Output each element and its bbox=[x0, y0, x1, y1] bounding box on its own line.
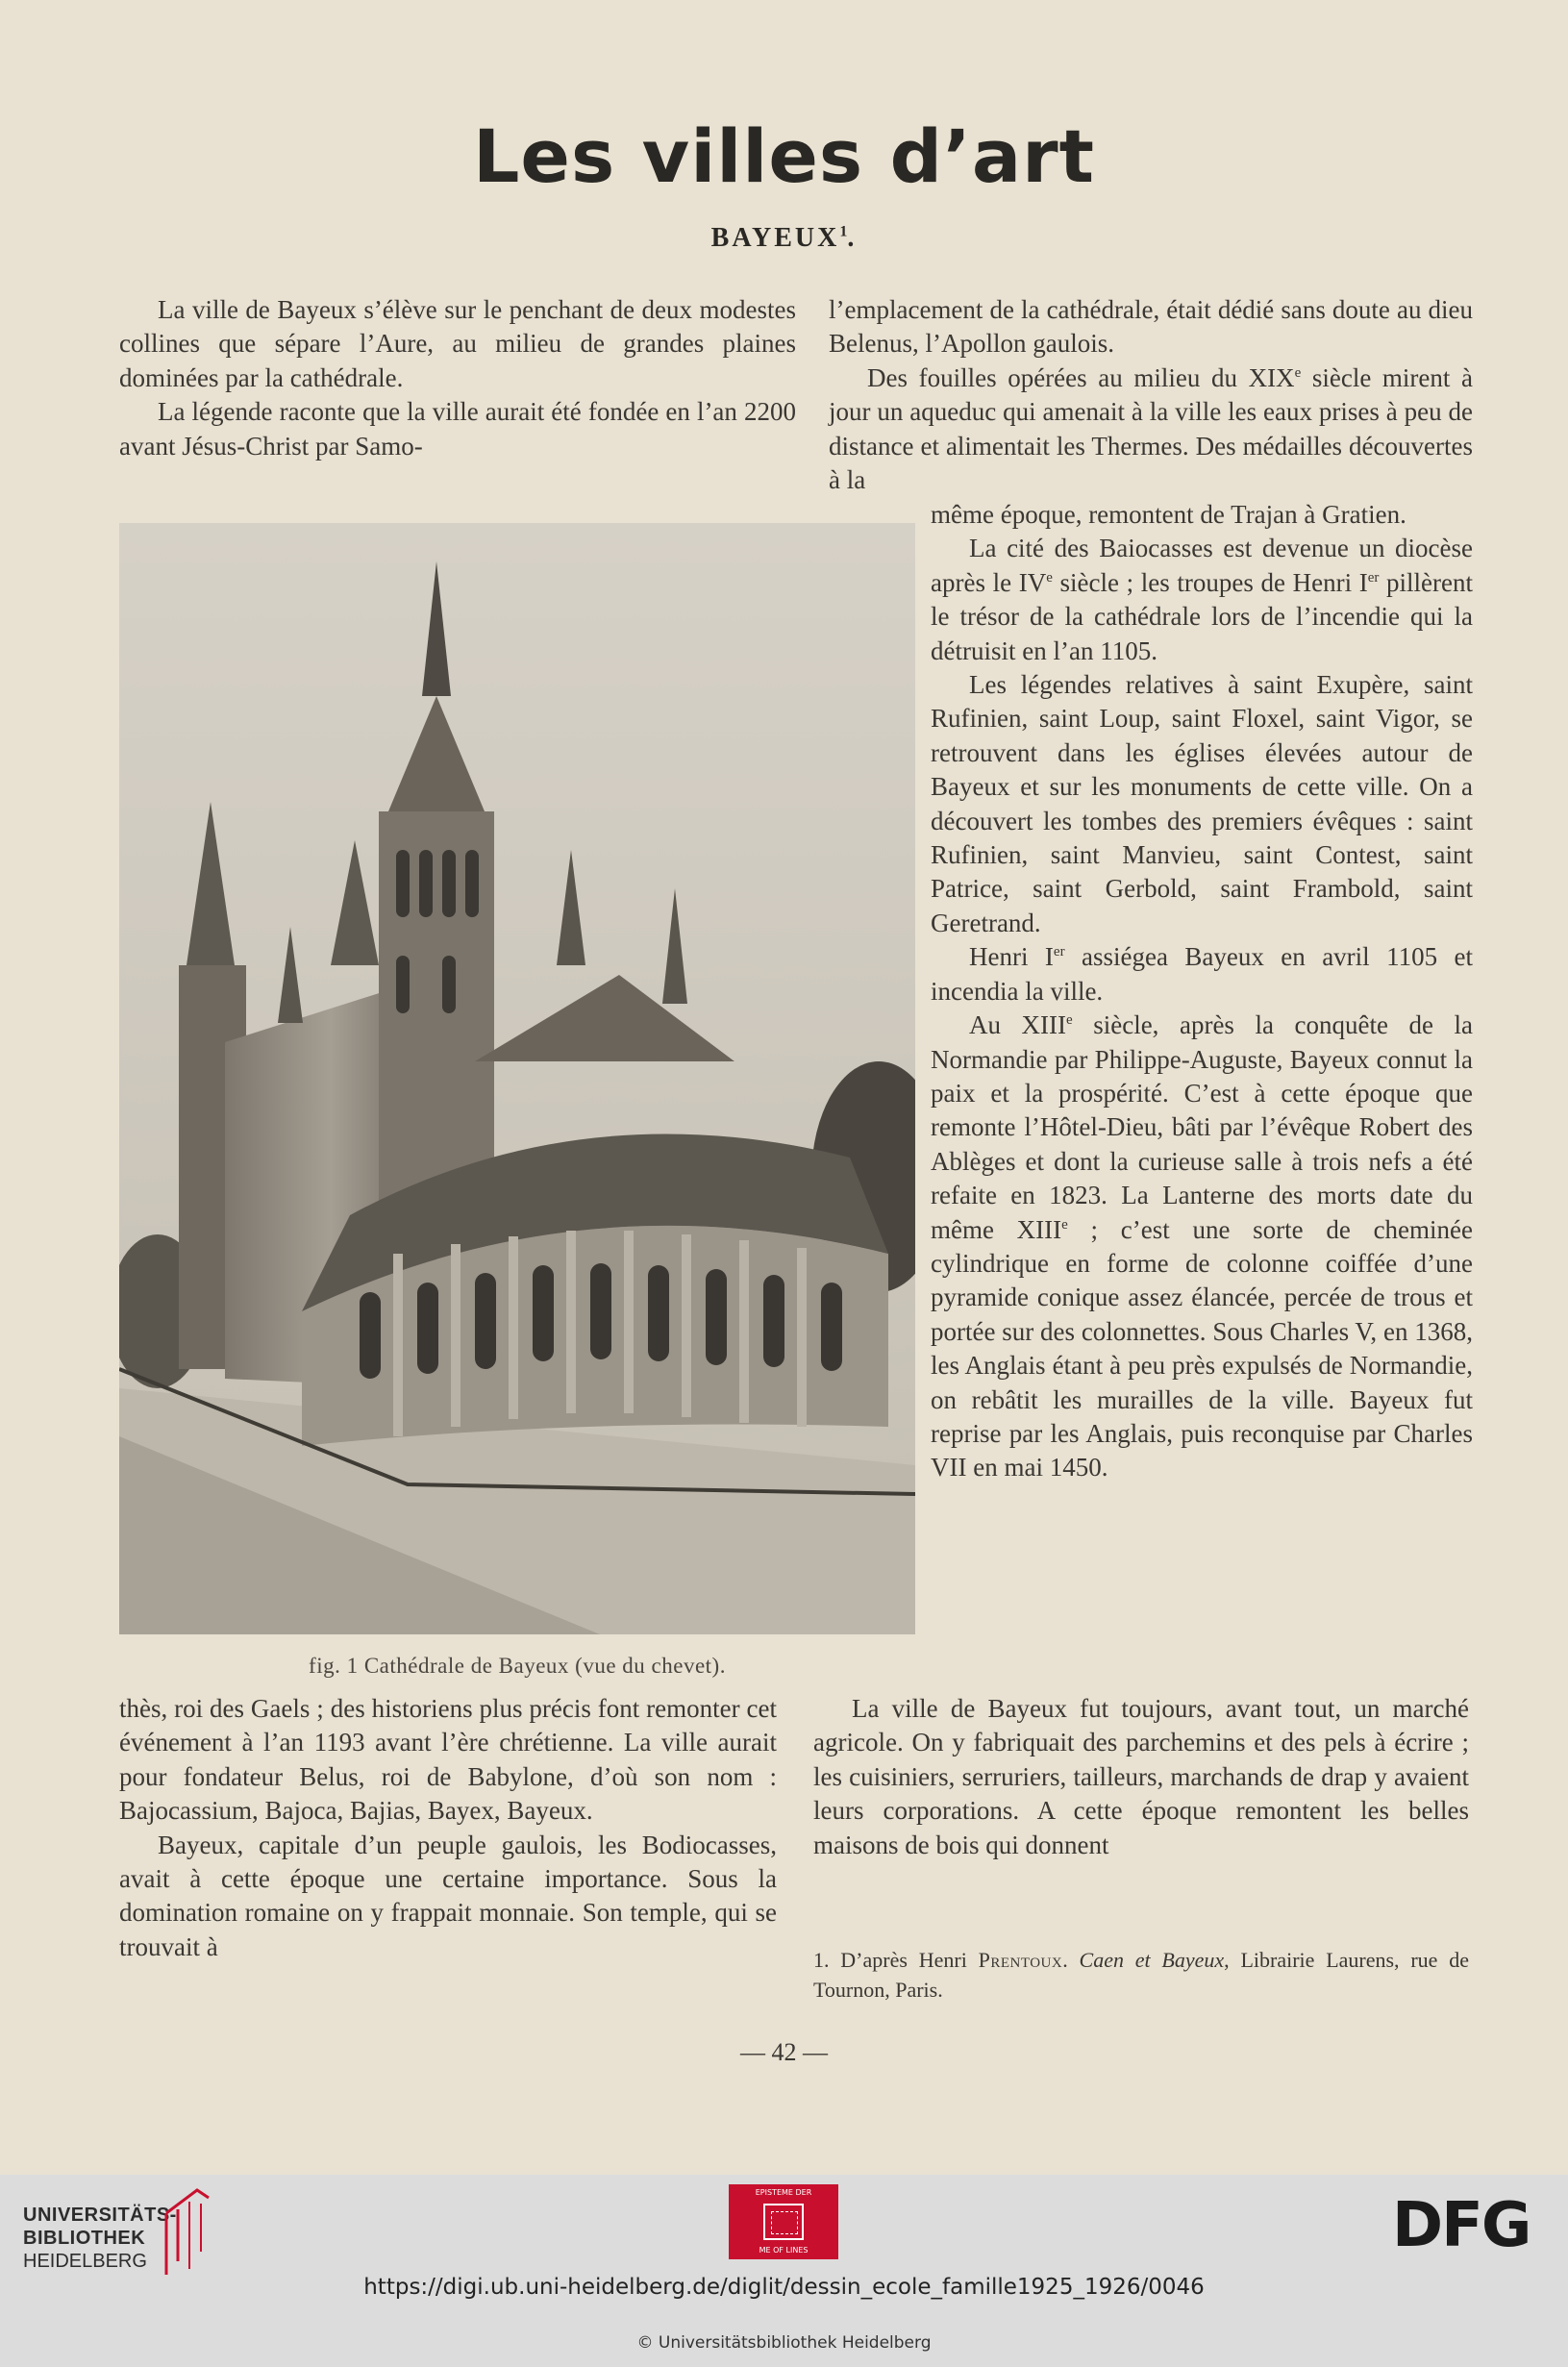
text-run: siècle mirent à jour un aqueduc qui amenait à la ville les eaux prises à peu de distance et alimentait les Thermes. Des médailles découvertes à la bbox=[829, 362, 1473, 495]
superscript: er bbox=[1053, 944, 1065, 960]
superscript: e bbox=[1294, 364, 1302, 381]
text-run: ; c’est une sorte de cheminée cylindrique en forme de colonne coiffée d’une pyramide conique assez élancée, percée de trous et portée sur des colonnettes. Sous Charles V, en 1368, les Anglais étant à peu près expulsés de Normandie, on rebâtit les murailles de la ville. Bayeux fut reprise par les Anglais, puis reconquise par Charles VII en mai 1450. bbox=[931, 1214, 1474, 1482]
right-column-narrow bbox=[931, 498, 1473, 1485]
subtitle-period: . bbox=[847, 223, 858, 253]
paragraph: La légende raconte que la ville aurait été fondée en l’an 2200 avant Jésus-Christ par Samo- bbox=[119, 397, 796, 461]
episteme-grid-icon bbox=[763, 2204, 804, 2240]
text-run: Au XIII bbox=[969, 1010, 1067, 1040]
superscript: e bbox=[1061, 1216, 1068, 1233]
right-column-top bbox=[829, 293, 1473, 497]
paragraph: Bayeux, capitale d’un peuple gaulois, les Bodiocasses, avait à cette époque une certaine importance. Sous la domination romaine on y frappait monnaie. Son temple, qui se trouvait à bbox=[119, 1830, 777, 1961]
text-run: siècle ; les troupes de Henri I bbox=[1052, 567, 1368, 597]
left-column-top bbox=[119, 293, 796, 463]
library-logo[interactable] bbox=[23, 2204, 177, 2273]
library-name-line3: HEIDELBERG bbox=[23, 2251, 147, 2272]
episteme-logo[interactable] bbox=[729, 2184, 838, 2259]
superscript: e bbox=[1066, 1012, 1073, 1029]
right-column-bottom bbox=[813, 1692, 1469, 1862]
footnote-separator: . bbox=[1062, 1948, 1080, 1972]
footnote-rest: , Librairie Laurens, rue de Tournon, Paris. bbox=[813, 1948, 1469, 2002]
footnote-author: Prentoux bbox=[978, 1948, 1063, 1972]
figure-caption: fig. 1 Cathédrale de Bayeux (vue du chevet). bbox=[309, 1654, 726, 1678]
cathedral-photo bbox=[119, 523, 915, 1634]
footnote-number: 1. D’après Henri bbox=[813, 1948, 979, 1972]
cathedral-illustration bbox=[119, 523, 915, 1634]
paragraph: La ville de Bayeux fut toujours, avant tout, un marché agricole. On y fabriquait des parchemins et des pels à écrire ; les cuisiniers, serruriers, tailleurs, marchands de drap y avaient leurs corporations. A cette époque remontent les belles maisons de bois qui donnent bbox=[813, 1694, 1469, 1859]
article-subtitle bbox=[0, 223, 1568, 254]
article-title: Les villes d’art bbox=[473, 113, 1095, 199]
permalink-url[interactable]: https://digi.ub.uni-heidelberg.de/diglit/dessin_ecole_famille1925_1926/0046 bbox=[363, 2275, 1205, 2300]
superscript: er bbox=[1367, 569, 1380, 586]
text-run: Des fouilles opérées au milieu du XIX bbox=[867, 362, 1295, 392]
dfg-logo[interactable]: DFG bbox=[1392, 2190, 1531, 2261]
paragraph: La ville de Bayeux s’élève sur le penchant de deux modestes collines que sépare l’Aure, au milieu de grandes plaines dominées par la cathédrale. bbox=[119, 295, 796, 392]
paragraph: thès, roi des Gaels ; des historiens plus précis font remonter cet événement à l’an 1193 avant l’ère chrétienne. La ville aurait pour fondateur Belus, roi de Babylone, d’où son nom : Bajocassium, Bajoca, Bajias, Bayex, Bayeux. bbox=[119, 1694, 777, 1826]
library-name-line1: UNIVERSITÄTS- bbox=[23, 2205, 177, 2226]
text-run: Henri I bbox=[969, 942, 1054, 972]
subtitle-note-ref: 1 bbox=[839, 223, 848, 240]
paragraph: Les légendes relatives à saint Exupère, saint Rufinien, saint Loup, saint Floxel, saint Vigor, se retrouvent dans les églises élevées autour de Bayeux et sur les monuments de cette ville. On a découvert les tombes des premiers évêques : saint Rufinien, saint Manvieu, saint Contest, saint Patrice, saint Gerbold, saint Frambold, saint Geretrand. bbox=[931, 670, 1473, 937]
text-run: pillèrent le trésor de la cathédrale lors de l’incendie qui la détruisit en l’an 1105. bbox=[931, 567, 1473, 665]
superscript: e bbox=[1046, 569, 1053, 586]
paragraph: l’emplacement de la cathédrale, était dédié sans doute au dieu Belenus, l’Apollon gaulois. bbox=[829, 295, 1473, 359]
footnote-work: Caen et Bayeux bbox=[1079, 1948, 1225, 1972]
paragraph bbox=[931, 532, 1473, 668]
library-mark-icon bbox=[159, 2184, 216, 2280]
subtitle-text: BAYEUX bbox=[710, 223, 840, 253]
footnote bbox=[813, 1945, 1469, 2005]
episteme-logo-bottom: ME OF LINES bbox=[759, 2246, 809, 2255]
page-number: — 42 — bbox=[740, 2038, 828, 2066]
paragraph bbox=[931, 1009, 1473, 1485]
left-column-bottom bbox=[119, 1692, 777, 1964]
text-run: assiégea Bayeux en avril 1105 et incendia la ville. bbox=[931, 942, 1474, 1006]
paragraph bbox=[829, 361, 1473, 498]
paragraph bbox=[931, 940, 1473, 1009]
paragraph: même époque, remontent de Trajan à Gratien. bbox=[931, 500, 1406, 529]
library-name-line2: BIBLIOTHEK bbox=[23, 2228, 146, 2249]
text-run: siècle, après la conquête de la Normandie par Philippe-Auguste, Bayeux connut la paix et la prospérité. C’est à cette époque que remonte l’Hôtel-Dieu, bâti par l’évêque Robert des Ablèges et dont la curieuse salle à trois nefs a été refaite en 1823. La Lanterne des morts date du même XIII bbox=[931, 1010, 1473, 1244]
text-run: La cité des Baiocasses est devenue un diocèse après le IV bbox=[931, 534, 1473, 597]
copyright-notice: © Universitätsbibliothek Heidelberg bbox=[636, 2333, 932, 2353]
episteme-logo-top: EPISTEME DER bbox=[755, 2188, 812, 2197]
